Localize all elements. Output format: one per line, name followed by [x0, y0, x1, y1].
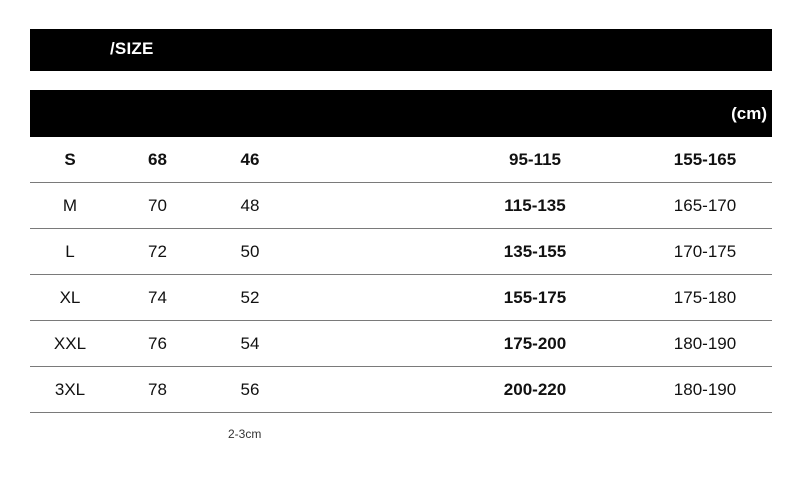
- height-cell: 155-165: [673, 150, 737, 169]
- length-cell: 70: [148, 196, 167, 215]
- tolerance-note: 2-3cm: [228, 427, 262, 441]
- size-cell: L: [65, 242, 75, 261]
- weight-cell: 155-175: [503, 288, 567, 307]
- size-chart-title: /SIZE: [110, 39, 154, 58]
- chest-cell: 56: [240, 380, 260, 399]
- height-cell: 165-170: [673, 196, 737, 215]
- weight-cell: 175-200: [503, 334, 567, 353]
- size-cell: S: [64, 150, 76, 169]
- size-cell: XXL: [53, 334, 87, 353]
- height-cell: 175-180: [673, 288, 737, 307]
- table-row-xl: [30, 275, 772, 321]
- chest-cell: 52: [240, 288, 260, 307]
- title-bar: [30, 29, 772, 71]
- weight-cell: 95-115: [509, 150, 561, 169]
- table-row-s: [30, 137, 772, 183]
- header-bar: [30, 90, 772, 137]
- height-cell: 180-190: [673, 380, 737, 399]
- weight-cell: 115-135: [504, 196, 566, 215]
- chest-cell: 48: [240, 196, 260, 215]
- height-cell: 170-175: [673, 242, 737, 261]
- chest-cell: 50: [240, 242, 260, 261]
- size-cell: XL: [59, 288, 81, 307]
- table-row-m: [30, 183, 772, 229]
- unit-label: (cm): [731, 104, 767, 123]
- length-cell: 74: [148, 288, 167, 307]
- length-cell: 78: [148, 380, 167, 399]
- weight-cell: 200-220: [503, 380, 567, 399]
- table-row-xxl: [30, 321, 772, 367]
- height-cell: 180-190: [673, 334, 737, 353]
- chest-cell: 54: [240, 334, 260, 353]
- size-cell: 3XL: [54, 380, 86, 399]
- length-cell: 72: [148, 242, 167, 261]
- size-cell: M: [62, 196, 78, 215]
- table-row-l: [30, 229, 772, 275]
- weight-cell: 135-155: [503, 242, 567, 261]
- length-cell: 68: [148, 150, 167, 169]
- length-cell: 76: [148, 334, 167, 353]
- table-row-3xl: [30, 367, 772, 413]
- chest-cell: 46: [240, 150, 260, 169]
